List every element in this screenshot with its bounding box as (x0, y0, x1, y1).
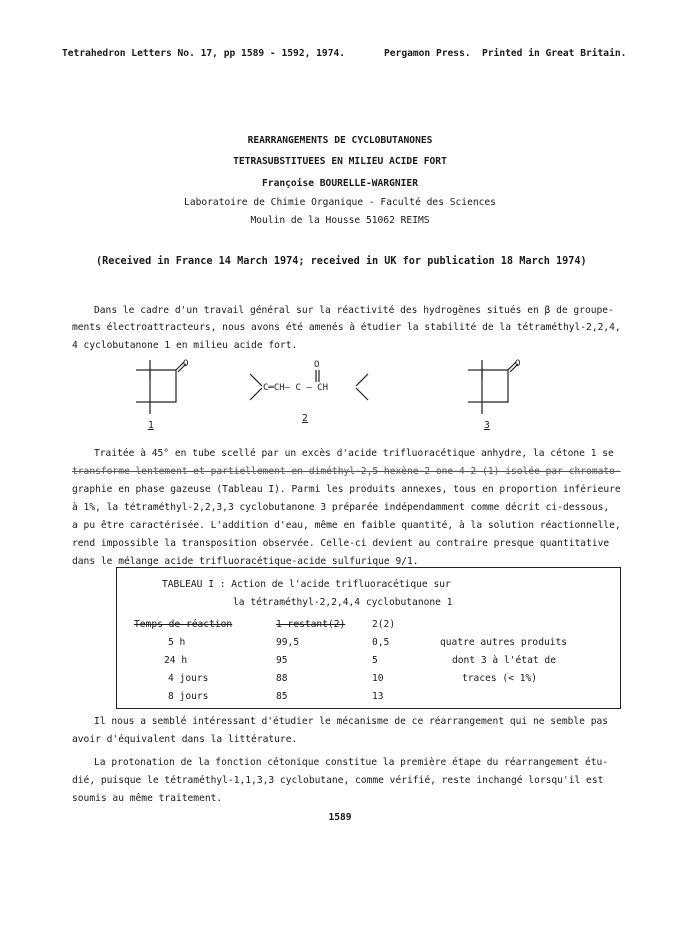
table-row-4-product: 13 (372, 691, 384, 702)
table-row-2-remaining: 95 (276, 655, 288, 666)
table-row-1-remaining: 99,5 (276, 637, 300, 648)
publisher: Pergamon Press. (384, 48, 471, 59)
structure-3-label: 3 (484, 420, 490, 431)
author: Françoise BOURELLE-WARGNIER (262, 178, 418, 189)
table-header-time: Temps de réaction (134, 619, 233, 630)
para2-line-2: transforme lentement et partiellement en diméthyl-2,5 hexène-2 one-4 2 (1) isolée par chromato- (72, 466, 621, 477)
para4-line-2: dié, puisque le tétraméthyl-1,1,3,3 cyclobutane, comme vérifié, reste inchangé lorsqu'il est (72, 775, 604, 786)
table-header-product: 2(2) (372, 619, 396, 630)
table-note-2: dont 3 à l'état de (452, 655, 556, 666)
para1-line-2: ments électroattracteurs, nous avons été amenés à étudier la stabilité de la tétraméthyl-2,2,4, (72, 322, 621, 333)
structure-1-label: 1 (148, 420, 154, 431)
table-row-2-time: 24 h (164, 655, 188, 666)
para2-line-7: dans le mélange acide trifluoracétique-acide sulfurique 9/1. (72, 556, 419, 567)
para3-line-1: Il nous a semblé intéressant d'étudier le mécanisme de ce réarrangement qui ne semble pas (94, 716, 609, 727)
para1-line-1: Dans le cadre d'un travail général sur la réactivité des hydrogènes situés en β de groupe- (94, 305, 614, 316)
para4-line-3: soumis au même traitement. (72, 793, 223, 804)
title-line-2: TETRASUBSTITUEES EN MILIEU ACIDE FORT (233, 156, 447, 167)
table-row-3-remaining: 88 (276, 673, 288, 684)
table-note-1: quatre autres produits (440, 637, 568, 648)
table-row-3-time: 4 jours (168, 673, 209, 684)
table-row-1-time: 5 h (168, 637, 186, 648)
title-line-1: REARRANGEMENTS DE CYCLOBUTANONES (247, 135, 433, 146)
para2-line-6: rend impossible la transposition observée. Celle-ci devient au contraire presque quantitative (72, 538, 610, 549)
table-row-3-product: 10 (372, 673, 384, 684)
printed-note: Printed in Great Britain. (482, 48, 627, 59)
journal-citation: Tetrahedron Letters No. 17, pp 1589 - 1592, 1974. (62, 48, 346, 59)
para2-line-5: a pu être caractérisée. L'addition d'eau, même en faible quantité, à la solution réactionnelle, (72, 520, 621, 531)
structure-2-label: 2 (302, 413, 308, 424)
para2-line-1: Traitée à 45° en tube scellé par un excès d'acide trifluoracétique anhydre, la cétone 1 se (94, 448, 614, 459)
table-note-3: traces (< 1%) (462, 673, 538, 684)
received-dates: (Received in France 14 March 1974; received in UK for publication 18 March 1974) (96, 256, 587, 267)
table-row-4-remaining: 85 (276, 691, 288, 702)
para2-line-3: graphie en phase gazeuse (Tableau I). Parmi les produits annexes, tous en proportion inférieure (72, 484, 621, 495)
table-row-1-product: 0,5 (372, 637, 390, 648)
structure-1 (128, 358, 198, 420)
table-row-2-product: 5 (372, 655, 378, 666)
para3-line-2: avoir d'équivalent dans la littérature. (72, 734, 298, 745)
structure-3-oxygen: O (515, 359, 521, 369)
page-number: 1589 (328, 812, 352, 823)
structure-1-oxygen: O (183, 359, 189, 369)
para4-line-1: La protonation de la fonction cétonique constitue la première étape du réarrangement étu- (94, 757, 609, 768)
structure-2 (246, 358, 386, 408)
affiliation-line-2: Moulin de la Housse 51062 REIMS (250, 215, 430, 226)
table-caption-1: TABLEAU I : Action de l'acide trifluoracétique sur (162, 579, 451, 590)
table-header-remaining: 1 restant(2) (276, 619, 346, 630)
para2-line-4: à 1%, la tétraméthyl-2,2,3,3 cyclobutanone 3 préparée indépendamment comme décrit ci-dessous, (72, 502, 610, 513)
structure-2-formula: C═CH— C — CH (263, 383, 329, 393)
affiliation-line-1: Laboratoire de Chimie Organique - Faculté des Sciences (184, 197, 496, 208)
structure-3 (460, 358, 530, 420)
table-row-4-time: 8 jours (168, 691, 209, 702)
table-caption-2: la tétraméthyl-2,2,4,4 cyclobutanone 1 (233, 597, 453, 608)
para1-line-3: 4 cyclobutanone 1 en milieu acide fort. (72, 340, 298, 351)
structure-2-oxygen: O (314, 360, 320, 370)
